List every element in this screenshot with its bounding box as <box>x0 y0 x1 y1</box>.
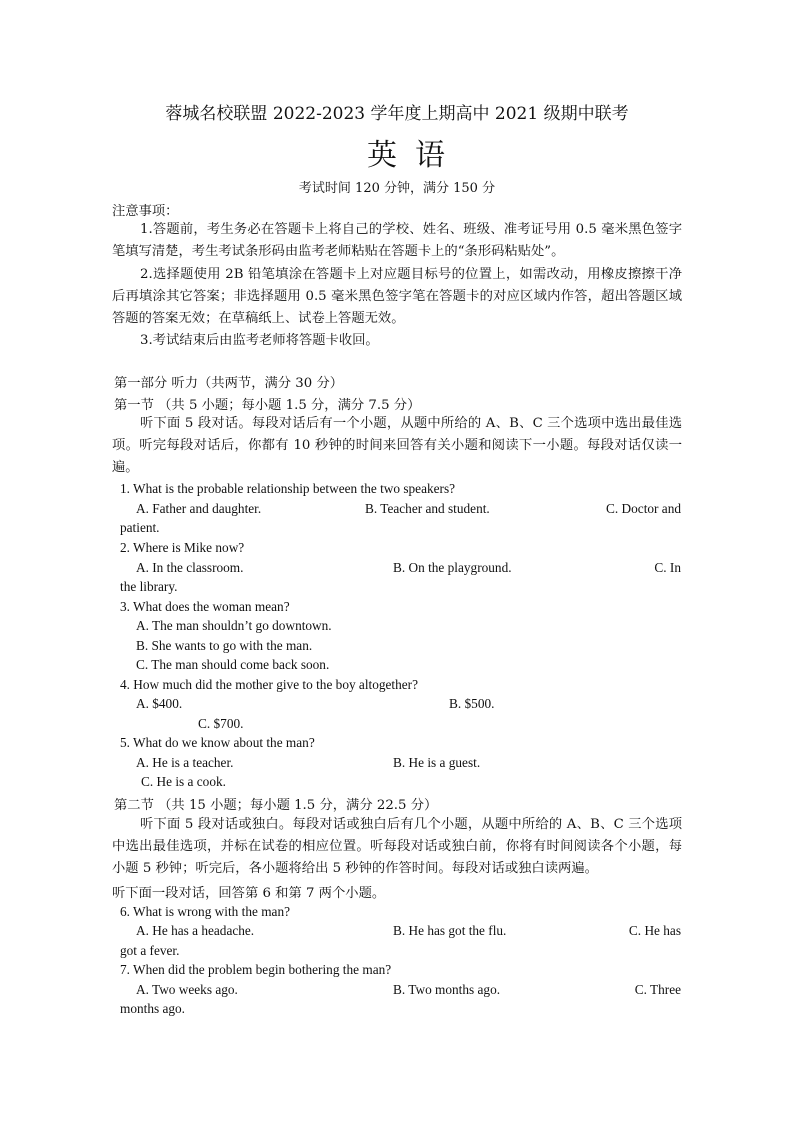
q1-option-a: A. Father and daughter. <box>136 501 262 516</box>
q6-option-b: B. He has got the flu. <box>393 923 507 938</box>
q7-option-c: C. Three <box>634 982 681 997</box>
q5-option-b: B. He is a guest. <box>393 755 481 770</box>
section2-heading: 第二节 （共 15 小题；每小题 1.5 分，满分 22.5 分） <box>114 798 438 813</box>
q2-option-a: A. In the classroom. <box>136 560 244 575</box>
q3-option-a: A. The man shouldn’t go downtown. <box>136 618 332 633</box>
question-2: 2. Where is Mike now? <box>120 540 245 555</box>
exam-title: 蓉城名校联盟 2022-2023 学年度上期高中 2021 级期中联考 <box>165 104 629 124</box>
q2-option-c: C. In <box>654 560 681 575</box>
q6-option-c-cont: got a fever. <box>120 943 180 958</box>
question-3: 3. What does the woman mean? <box>120 599 290 614</box>
q6-option-a: A. He has a headache. <box>136 923 255 938</box>
q3-option-b: B. She wants to go with the man. <box>136 638 313 653</box>
question-1: 1. What is the probable relationship between the two speakers? <box>120 481 456 496</box>
q1-option-b: B. Teacher and student. <box>365 501 490 516</box>
q7-option-b: B. Two months ago. <box>393 982 501 997</box>
note-item-3: 3.考试结束后由监考老师将答题卡收回。 <box>140 333 379 348</box>
q7-option-c-cont: months ago. <box>120 1001 186 1016</box>
q7-option-a: A. Two weeks ago. <box>136 982 238 997</box>
q4-option-a: A. $400. <box>136 696 183 711</box>
notes-heading: 注意事项： <box>112 204 179 219</box>
q1-option-c: C. Doctor and <box>606 501 681 516</box>
section1-heading: 第一节 （共 5 小题；每小题 1.5 分，满分 7.5 分） <box>114 398 421 413</box>
section2-sub-instruction: 听下面一段对话，回答第 6 和第 7 两个小题。 <box>112 886 386 901</box>
exam-info: 考试时间 120 分钟，满分 150 分 <box>298 181 496 196</box>
question-5: 5. What do we know about the man? <box>120 735 315 750</box>
q2-option-c-cont: the library. <box>120 579 178 594</box>
section2-instructions: 听下面 5 段对话或独白。每段对话或独白后有几个小题，从题中所给的 A、B、C 三个选项中选出最佳选项，并标在试卷的相应位置。听每段对话或独白前，你将有时间阅读各个小题，每小题 5 秒钟；听完后，各小题将给出 5 秒钟的作答时间。每段对话或独白读两遍。 <box>112 817 682 876</box>
q2-option-b: B. On the playground. <box>393 560 512 575</box>
section1-instructions: 听下面 5 段对话。每段对话后有一个小题，从题中所给的 A、B、C 三个选项中选出最佳选项。听完每段对话后，你都有 10 秒钟的时间来回答有关小题和阅读下一小题。每段对话仅读一遍。 <box>112 416 682 475</box>
note-item-1: 1.答题前，考生务必在答题卡上将自己的学校、姓名、班级、准考证号用 0.5 毫米黑色签字笔填写清楚，考生考试条形码由监考老师粘贴在答题卡上的“条形码粘贴处”。 <box>112 222 682 259</box>
subject-title: 英语 <box>367 138 463 173</box>
q4-option-b: B. $500. <box>449 696 495 711</box>
note-item-2: 2.选择题使用 2B 铅笔填涂在答题卡上对应题目标号的位置上，如需改动，用橡皮擦擦干净后再填涂其它答案；非选择题用 0.5 毫米黑色签字笔在答题卡的对应区域内作答，超出答题区域答题的答案无效；在草稿纸上、试卷上答题无效。 <box>112 267 682 326</box>
question-4: 4. How much did the mother give to the boy altogether? <box>120 677 418 692</box>
question-7: 7. When did the problem begin bothering the man? <box>120 962 392 977</box>
q6-option-c: C. He has <box>628 923 681 938</box>
q3-option-c: C. The man should come back soon. <box>136 657 330 672</box>
q5-option-c: C. He is a cook. <box>141 774 226 789</box>
q1-option-c-cont: patient. <box>120 520 160 535</box>
question-6: 6. What is wrong with the man? <box>120 904 290 919</box>
q4-option-c: C. $700. <box>198 716 244 731</box>
part1-heading: 第一部分 听力（共两节，满分 30 分） <box>114 376 344 391</box>
q5-option-a: A. He is a teacher. <box>136 755 234 770</box>
